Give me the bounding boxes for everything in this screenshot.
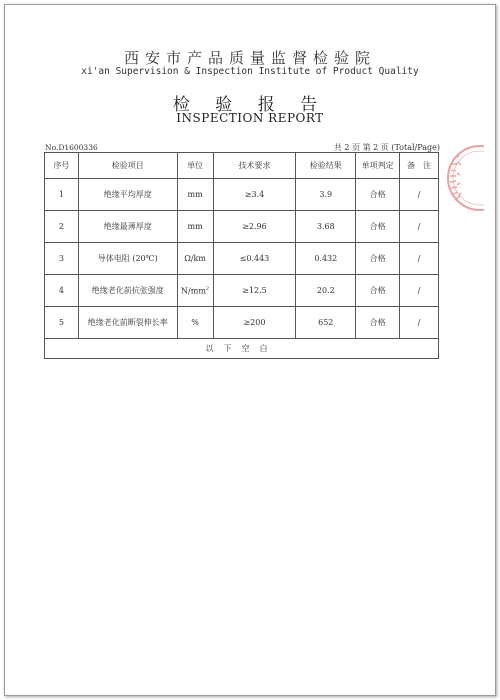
header-result: 检验结果 [296, 153, 356, 179]
cell-result: 0.432 [296, 243, 356, 275]
cell-unit [177, 243, 213, 275]
blank-below-note: 以下空白 [45, 339, 439, 359]
cell-remark: / [400, 275, 439, 307]
header-verdict: 单项判定 [356, 153, 400, 179]
cell-no: 1 [45, 179, 79, 211]
unit-text: mm [187, 222, 203, 231]
header-no: 序号 [45, 153, 79, 179]
cell-requirement: ≥12.5 [213, 275, 296, 307]
cell-result: 3.68 [296, 211, 356, 243]
table-row [45, 243, 439, 275]
cell-verdict: 合格 [356, 211, 400, 243]
cell-unit [177, 179, 213, 211]
cell-verdict: 合格 [356, 307, 400, 339]
unit-text: N/mm [181, 286, 206, 296]
cell-verdict: 合格 [356, 179, 400, 211]
cell-requirement: ≤0.443 [213, 243, 296, 275]
table-row [45, 275, 439, 307]
header-unit: 单位 [177, 153, 213, 179]
cell-remark: / [400, 211, 439, 243]
unit-text: mm [187, 190, 203, 199]
cell-result: 20.2 [296, 275, 356, 307]
report-title-en: INSPECTION REPORT [176, 111, 324, 125]
cell-item: 导体电阻 (20℃) [78, 243, 177, 275]
cell-remark: / [400, 243, 439, 275]
cell-no: 4 [45, 275, 79, 307]
cell-no: 2 [45, 211, 79, 243]
document-number: No.D1600336 [45, 143, 98, 152]
cell-requirement: ≥3.4 [213, 179, 296, 211]
cell-requirement: ≥2.96 [213, 211, 296, 243]
cell-unit [177, 275, 213, 307]
cell-result: 3.9 [296, 179, 356, 211]
cell-item: 绝缘平均厚度 [78, 179, 177, 211]
institute-name-en: xi'an Supervision & Inspection Institute of Product Quality [81, 66, 419, 77]
institute-name-cn: 西安市产品质量监督检验院 [123, 49, 376, 67]
cell-unit [177, 307, 213, 339]
table-row [45, 179, 439, 211]
cell-requirement: ≥200 [213, 307, 296, 339]
header-remark: 备 注 [400, 153, 439, 179]
table-footer-row [45, 339, 439, 359]
unit-superscript: 2 [205, 285, 210, 292]
page-info: 共 2 页 第 2 页 (Total/Page) [333, 143, 440, 152]
cell-no: 3 [45, 243, 79, 275]
cell-result: 652 [296, 307, 356, 339]
table-row [45, 307, 439, 339]
cell-verdict: 合格 [356, 243, 400, 275]
cell-item: 绝缘老化前抗张强度 [78, 275, 177, 307]
cell-verdict: 合格 [356, 275, 400, 307]
cell-item: 绝缘老化前断裂伸长率 [78, 307, 177, 339]
header-requirement: 技术要求 [213, 153, 296, 179]
table-header-row [45, 153, 439, 179]
unit-text: Ω/km [184, 254, 206, 263]
header-item: 检验项目 [78, 153, 177, 179]
cell-item: 绝缘最薄厚度 [78, 211, 177, 243]
official-seal-stamp [440, 140, 484, 218]
cell-unit [177, 211, 213, 243]
cell-no: 5 [45, 307, 79, 339]
unit-text: % [191, 318, 199, 327]
inspection-table [44, 152, 439, 359]
cell-remark: / [400, 307, 439, 339]
table-row [45, 211, 439, 243]
cell-remark: / [400, 179, 439, 211]
report-title-cn: 检 验 报 告 [172, 95, 328, 115]
